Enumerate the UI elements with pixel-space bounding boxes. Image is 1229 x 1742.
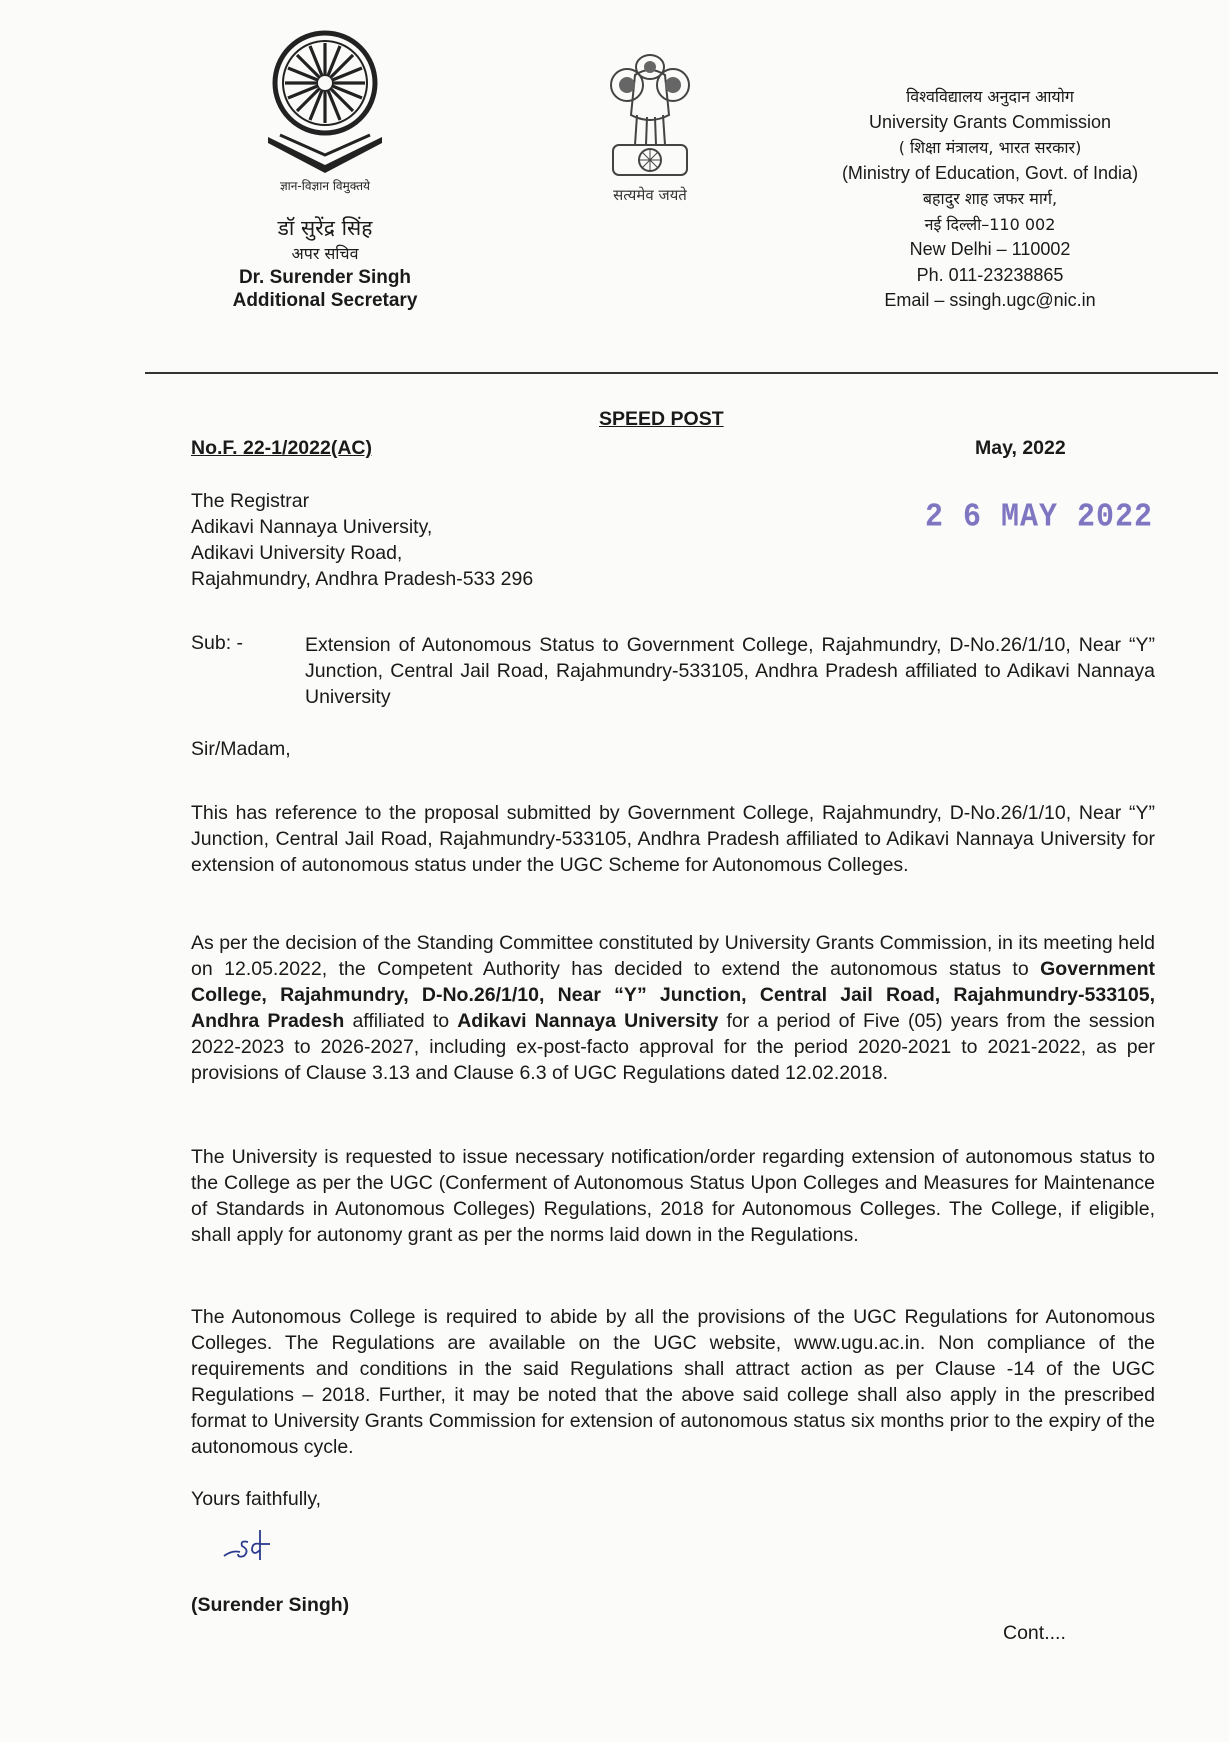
paragraph-2: [191, 930, 1155, 1086]
paragraph-2-text: affiliated to: [344, 1010, 458, 1032]
paragraph-4: The Autonomous College is required to abide by all the provisions of the UGC Regulations for Autonomous Colleges. The Regulations are available on the UGC website, www.ugu.ac.in. Non compliance of the requirements and conditions in the said Regulations shall attract action as per Clause -14 of the UGC Regulations – 2018. Further, it may be noted that the above said college shall also apply in the prescribed format to University Grants Commission for extension of autonomous status six months prior to the expiry of the autonomous cycle.: [191, 1306, 1155, 1458]
ministry: (Ministry of Education, Govt. of India): [841, 162, 1139, 183]
recipient-line: Adikavi Nannaya University,: [191, 516, 433, 538]
paragraph-2-text: As per the decision of the Standing Committee constituted by University Grants Commission, in its meeting held on 12.05.2022, the Competent Authority has decided to extend the autonomous status to: [191, 932, 1155, 980]
salutation: Sir/Madam,: [191, 738, 291, 760]
ugc-chakra-logo-icon: [260, 25, 390, 175]
date-stamp: 2 6 MAY 2022: [925, 499, 1154, 537]
recipient-line: The Registrar: [191, 490, 310, 512]
national-emblem-icon: [595, 45, 705, 185]
letterhead-left: [200, 25, 450, 312]
paragraph-1: This has reference to the proposal submitted by Government College, Rajahmundry, D-No.26/1/10, Near “Y” Junction, Central Jail Road, Rajahmundry-533105, Andhra Pradesh affiliated to Adikavi Nannaya University for extension of autonomous status under the UGC Scheme for Autonomous Colleges.: [191, 802, 1155, 876]
subject-text: Extension of Autonomous Status to Government College, Rajahmundry, D-No.26/1/10, Near “Y” Junction, Central Jail Road, Rajahmundry-533105, Andhra Pradesh affiliated to Adikavi Nannaya University: [305, 634, 1155, 708]
signer-name: (Surender Singh): [191, 1594, 350, 1616]
recipient-line: Adikavi University Road,: [191, 542, 403, 564]
phone: Ph. 011-23238865: [916, 264, 1064, 285]
signatory-title: Additional Secretary: [232, 290, 418, 311]
closing: Yours faithfully,: [191, 1488, 322, 1510]
college-name-bold: Government College, Rajahmundry, D-No.26/1/10, Near “Y” Junction, Central Jail Road, Rajahmundry-533105, Andhra Pradesh: [191, 958, 1155, 1032]
reference-number: No.F. 22-1/2022(AC): [191, 437, 372, 459]
org-name-hindi: विश्वविद्यालय अनुदान आयोग: [906, 87, 1074, 106]
org-name: University Grants Commission: [868, 111, 1112, 132]
dispatch-mode: SPEED POST: [599, 408, 724, 430]
subject-label: Sub: -: [191, 632, 244, 654]
signature-sd-icon: [222, 1524, 272, 1569]
address-city: New Delhi – 110002: [909, 239, 1071, 259]
recipient-address: [191, 488, 533, 592]
paragraph-3: The University is requested to issue necessary notification/order regarding extension of autonomous status to the College as per the UGC (Conferment of Autonomous Status Upon Colleges and Measures for Maintenance of Standards in Autonomous Colleges) Regulations, 2018 for Autonomous Colleges. The College, if eligible, shall apply for autonomy grant as per the norms laid down in the Regulations.: [191, 1146, 1155, 1246]
emblem-motto: सत्यमेव जयते: [613, 186, 687, 204]
national-emblem: [585, 45, 715, 205]
paragraph-2-text: for a period of Five (05) years from the session 2022-2023 to 2026-2027, including ex-post-facto approval for the period 2020-2021 to 2021-2022, as per provisions of Clause 3.13 and Clause 6.3 of UGC Regulations dated 12.02.2018.: [191, 1010, 1156, 1084]
continuation-marker: Cont....: [1003, 1622, 1066, 1644]
ministry-hindi: ( शिक्षा मंत्रालय, भारत सरकार): [898, 138, 1082, 157]
ugc-motto: ज्ञान-विज्ञान विमुक्तये: [279, 179, 371, 193]
header-divider: [145, 372, 1218, 374]
email: Email – ssingh.ugc@nic.in: [884, 290, 1096, 310]
signatory-name-hindi: डॉ सुरेंद्र सिंह: [277, 216, 373, 240]
recipient-line: Rajahmundry, Andhra Pradesh-533 296: [191, 568, 534, 590]
signatory-name: Dr. Surender Singh: [238, 267, 412, 288]
letter-date: May, 2022: [975, 437, 1066, 459]
address-hindi-line2: नई दिल्ली–110 002: [924, 214, 1056, 234]
signatory-title-hindi: अपर सचिव: [291, 244, 359, 263]
university-name-bold: Adikavi Nannaya University: [457, 1010, 719, 1032]
address-hindi-line1: बहादुर शाह जफर मार्ग,: [922, 189, 1058, 208]
letterhead-right: [790, 84, 1190, 314]
